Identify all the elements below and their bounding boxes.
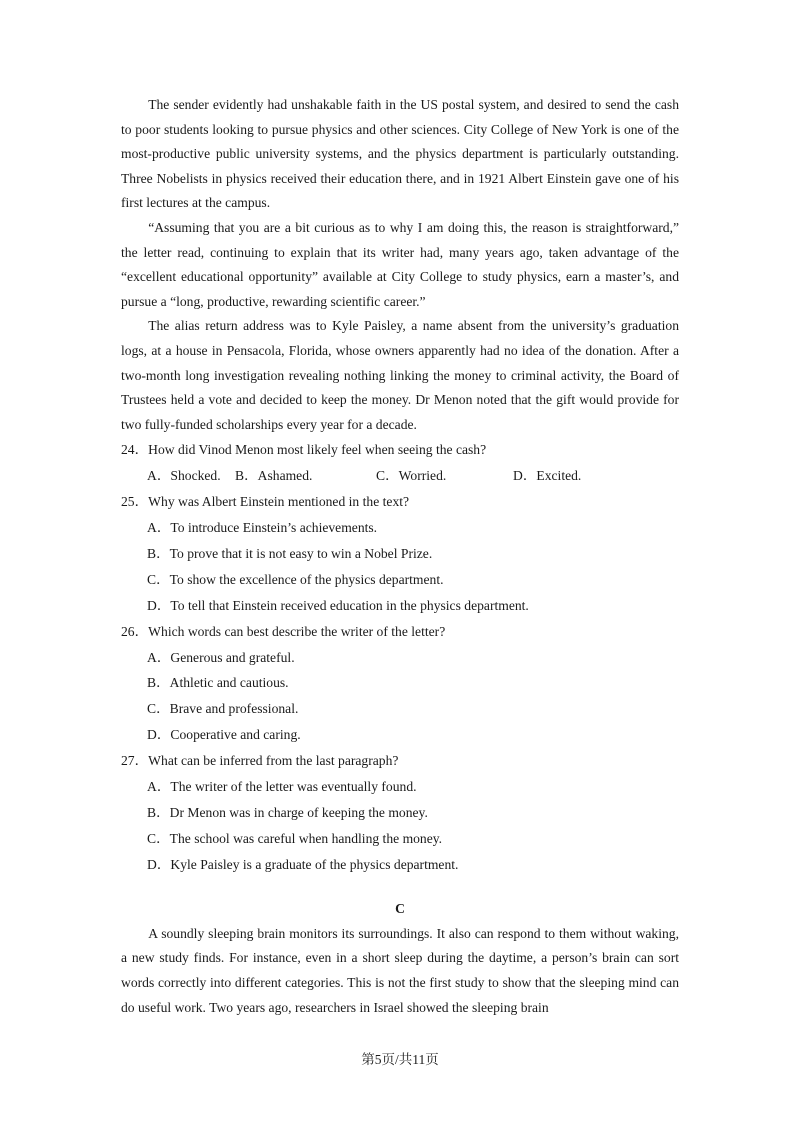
option-c: C．To show the excellence of the physics department. bbox=[147, 571, 444, 587]
section-heading: C bbox=[395, 900, 405, 916]
option-a: A．Generous and grateful. bbox=[147, 649, 295, 665]
option-c: C．Worried. bbox=[376, 468, 447, 484]
paragraph-2: “Assuming that you are a bit curious as to why I am doing this, the reason is straightforward,” the letter read, continuing to explain that its writer had, many years ago, taken advantage of the “excellent educational opportunity” available at City College to study physics, earn a master’s, and pursue a “long, productive, rewarding scientific career.” bbox=[121, 219, 679, 309]
option-a: A．To introduce Einstein’s achievements. bbox=[147, 520, 378, 536]
option-d: D．To tell that Einstein received education in the physics department. bbox=[147, 597, 529, 613]
option-row bbox=[147, 463, 679, 489]
question-25 bbox=[121, 489, 679, 619]
question-26 bbox=[121, 619, 679, 749]
option-b: B．Dr Menon was in charge of keeping the money. bbox=[147, 805, 428, 820]
question-stem: 24．How did Vinod Menon most likely feel when seeing the cash? bbox=[121, 442, 487, 458]
question-27 bbox=[121, 748, 679, 878]
question-stem: 26．Which words can best describe the writer of the letter? bbox=[121, 623, 446, 639]
option-d: D．Cooperative and caring. bbox=[147, 727, 301, 743]
option-c: C．The school was careful when handling the money. bbox=[147, 830, 443, 846]
paragraph-1: The sender evidently had unshakable faith in the US postal system, and desired to send the cash to poor students looking to pursue physics and other sciences. City College of New York is one of the most-productive public university systems, and the physics department is particularly outstanding. Three Nobelists in physics received their education there, and in 1921 Albert Einstein gave one of his first lectures at the campus. bbox=[121, 97, 679, 211]
option-d: D．Kyle Paisley is a graduate of the physics department. bbox=[147, 856, 459, 872]
passage-b bbox=[121, 93, 679, 437]
option-a: A．The writer of the letter was eventually found. bbox=[147, 779, 417, 795]
option-a: A．Shocked. bbox=[147, 468, 221, 484]
question-stem: 27．What can be inferred from the last paragraph? bbox=[121, 753, 399, 769]
option-b: B．Athletic and cautious. bbox=[147, 675, 289, 691]
option-b: B．To prove that it is not easy to win a Nobel Prize. bbox=[147, 545, 433, 561]
paragraph-3: The alias return address was to Kyle Paisley, a name absent from the university’s graduation logs, at a house in Pensacola, Florida, whose owners apparently had no idea of the donation. After a two-month long investigation revealing nothing linking the money to criminal activity, the Board of Trustees held a vote and decided to keep the money. Dr Menon noted that the gift would provide for two fully-funded scholarships every year for a decade. bbox=[121, 318, 679, 432]
paragraph-c: A soundly sleeping brain monitors its surroundings. It also can respond to them without waking, a new study finds. For instance, even in a short sleep during the daytime, a person’s brain can sort words correctly into different categories. This is not the first study to show that the sleeping mind can do useful work. Two years ago, researchers in Israel showed the sleeping brain bbox=[121, 925, 679, 1015]
option-b: B．Ashamed. bbox=[235, 468, 313, 484]
page-footer: 第5页/共11页 bbox=[361, 1052, 439, 1067]
page-content bbox=[121, 93, 679, 1020]
question-24 bbox=[121, 437, 679, 489]
question-stem: 25．Why was Albert Einstein mentioned in the text? bbox=[121, 494, 410, 510]
passage-c bbox=[121, 899, 679, 1020]
option-c: C．Brave and professional. bbox=[147, 701, 299, 717]
option-d: D．Excited. bbox=[513, 468, 582, 484]
